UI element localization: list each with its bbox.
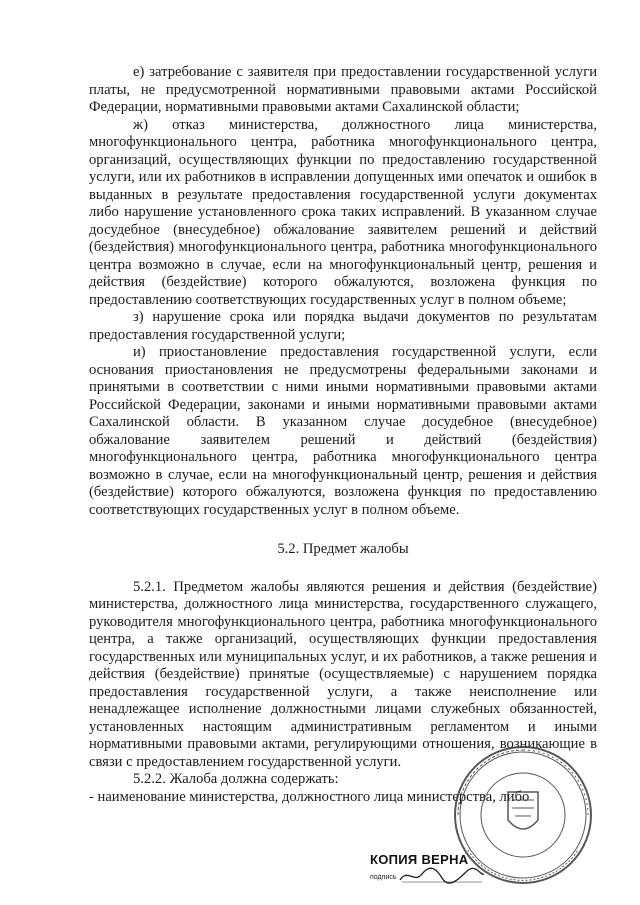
copy-certified-label: КОПИЯ ВЕРНА	[370, 852, 469, 867]
signature-label: подпись	[370, 874, 397, 881]
handwritten-signature	[396, 864, 486, 886]
paragraph-5-2-1: 5.2.1. Предметом жалобы являются решения и действия (бездействие) министерства, должностного лица министерства, государственного служащего, руководителя многофункционального центра, работника многофункционального центра, а также организаций, осуществляющих функции предоставления государственных или муниципальных услуг, и их работников, а также решения и действия (бездействие) принятые (осуществляемые) с нарушением порядка предоставления государственной услуги, а также неисполнение или ненадлежащее исполнение должностными лицами служебных обязанностей, установленных настоящим административным регламентом и иными нормативными правовыми актами, регулирующими отношения, возникающие в связи с предоставлением государственной услуги.	[89, 578, 597, 770]
paragraph-5-2-2: 5.2.2. Жалоба должна содержать:	[133, 771, 339, 787]
paragraph-e: е) затребование с заявителя при предоставлении государственной услуги платы, не предусмотренной нормативными правовыми актами Российской Федерации, нормативными правовыми актами Сахалинской области;	[89, 64, 597, 115]
section-heading: 5.2. Предмет жалобы	[277, 541, 409, 557]
paragraph-last-line: - наименование министерства, должностного лица министерства, либо	[89, 788, 530, 805]
paragraph-zh: ж) отказ министерства, должностного лица министерства, многофункционального центра, работника многофункционального центра, организаций, осуществляющих функции по предоставлению государственной услуги, или их работников в исправлении допущенных ими опечаток и ошибок в выданных в результате предоставления государственной услуги документах либо нарушение установленного срока таких исправлений. В указанном случае досудебное (внесудебное) обжалование заявителем решений и действий (бездействия) многофункционального центра, работника многофункционального центра возможно в случае, если на многофункциональный центр, решения и действия (бездействие) которого обжалуются, возложена функция по предоставлению соответствующих государственных услуг в полном объеме;	[89, 116, 597, 308]
paragraph-z: з) нарушение срока или порядка выдачи документов по результатам предоставления государственной услуги;	[89, 309, 597, 343]
document-body	[89, 64, 597, 806]
paragraph-i: и) приостановление предоставления государственной услуги, если основания приостановления не предусмотрены федеральными законами и принятыми в соответствии с ними иными нормативными правовыми актами Российской Федерации, законами и иными нормативными правовыми актами Сахалинской области. В указанном случае досудебное (внесудебное) обжалование заявителем решений и действий (бездействия) многофункционального центра, работника многофункционального центра возможно в случае, если на многофункциональный центр, решения и действия (бездействие) которого обжалуются, возложена функция по предоставлению соответствующих государственных услуг в полном объеме.	[89, 344, 597, 518]
